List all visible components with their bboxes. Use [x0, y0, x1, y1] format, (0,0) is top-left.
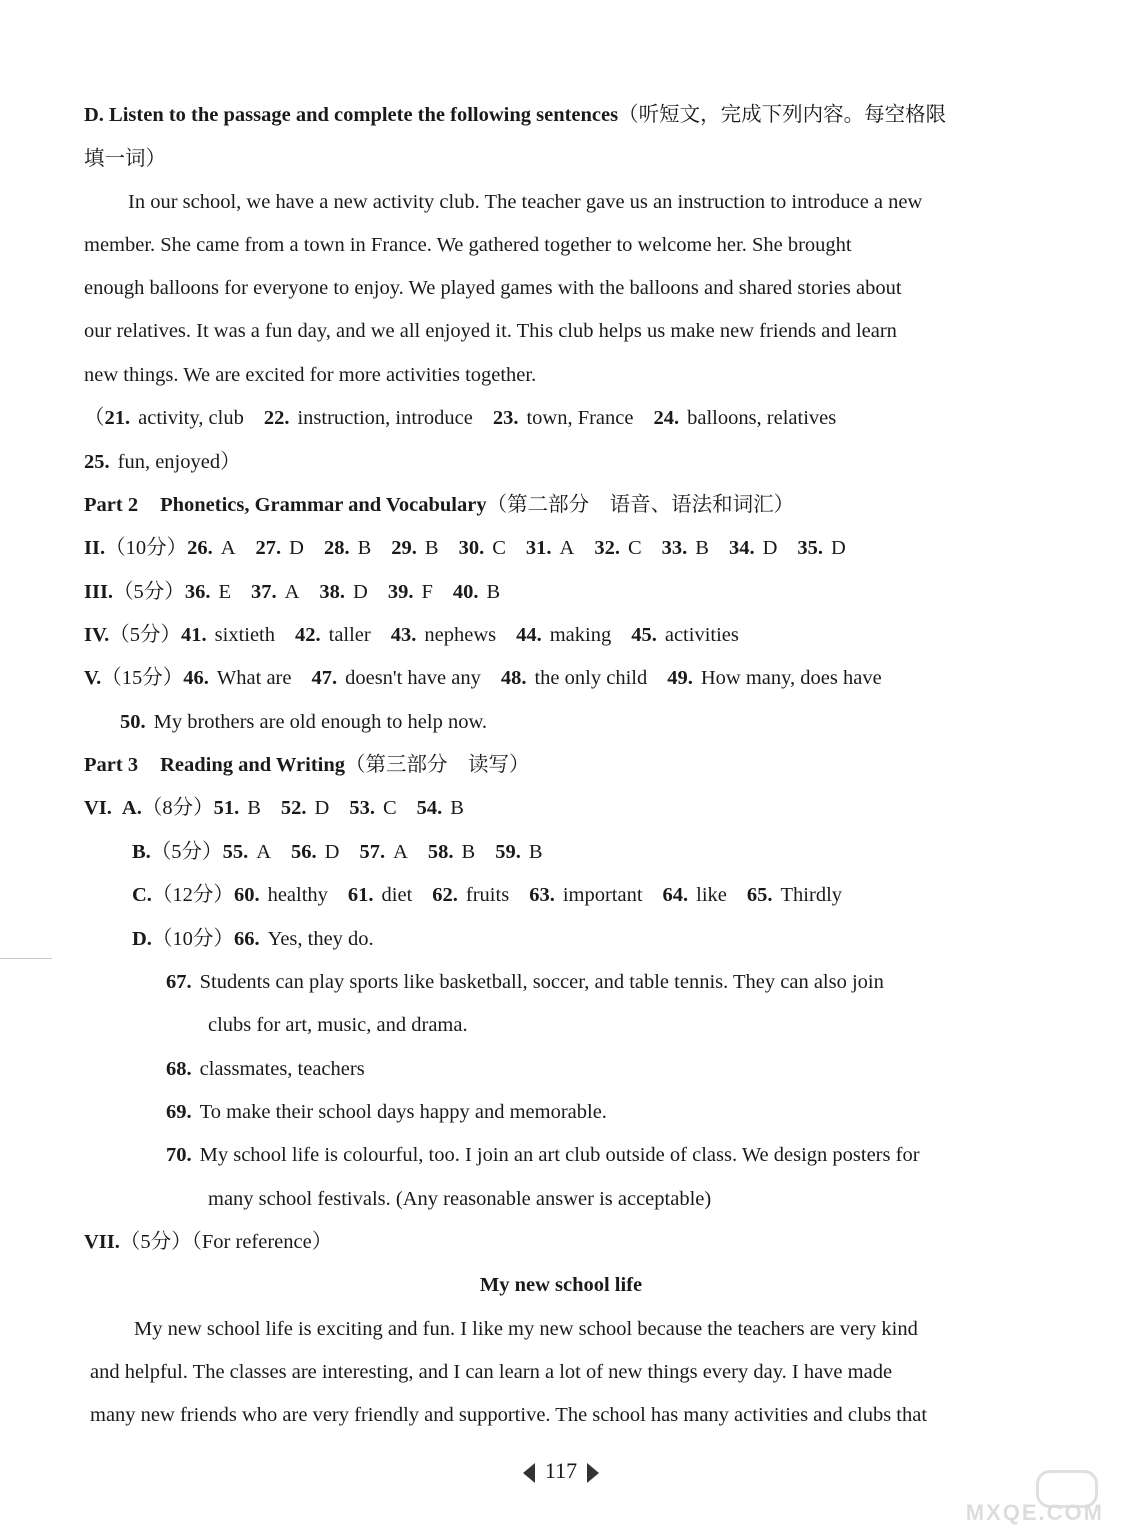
- section-v: [84, 665, 882, 691]
- answer-text: Yes, they do.: [267, 928, 374, 950]
- section-d-heading-cn-cont: 填一词）: [84, 148, 166, 170]
- answer-number: 49.: [667, 667, 693, 689]
- answer-70-cont: many school festivals. (Any reasonable answer is acceptable): [208, 1188, 712, 1210]
- answer-number: 43.: [390, 624, 417, 646]
- watermark: [942, 1468, 1112, 1532]
- sub-label: A.: [121, 797, 142, 819]
- answer-number: 36.: [184, 581, 211, 603]
- section-ii: [84, 535, 846, 561]
- sub-label: D.: [132, 928, 152, 950]
- answer-70: [166, 1142, 920, 1168]
- answer-text: B: [247, 797, 261, 819]
- answer-number: 44.: [516, 624, 542, 646]
- answer-number: 41.: [181, 624, 207, 646]
- answer-text: A: [393, 841, 408, 863]
- passage-line: new things. We are excited for more activities together.: [84, 364, 537, 386]
- answers-21-24: [84, 405, 836, 431]
- answer-text: E: [218, 581, 231, 603]
- reference-note: （For reference）: [191, 1231, 333, 1253]
- part-title-cn: （第三部分 读写）: [345, 754, 530, 776]
- essay-line: and helpful. The classes are interesting, and I can learn a lot of new things every day. I have made: [90, 1361, 893, 1383]
- answer-number: 23.: [492, 407, 519, 429]
- answer-text: the only child: [534, 667, 648, 689]
- answer-number: 35.: [797, 537, 824, 559]
- answer-25: [84, 449, 241, 475]
- answer-number: 65.: [746, 884, 773, 906]
- answer-text: nephews: [424, 624, 497, 646]
- answer-number: 55.: [222, 841, 249, 863]
- score: （10分）: [151, 928, 234, 950]
- score: （5分）: [109, 624, 182, 646]
- score: （10分）: [105, 537, 188, 559]
- answer-number: 26.: [187, 537, 213, 559]
- answer-number: 42.: [295, 624, 321, 646]
- answer-number: 54.: [416, 797, 443, 819]
- part-title-cn: （第二部分 语音、语法和词汇）: [486, 494, 795, 516]
- roman-numeral: VII.: [84, 1231, 120, 1253]
- score: （5分）: [113, 581, 185, 603]
- answer-text: B: [424, 537, 439, 559]
- answer-number: 47.: [311, 667, 338, 689]
- passage-line: our relatives. It was a fun day, and we all enjoyed it. This club helps us make new friends and learn: [84, 320, 897, 342]
- answer-text: A: [284, 581, 300, 603]
- answer-number: 53.: [349, 797, 375, 819]
- answer-text: D: [831, 537, 846, 559]
- essay-line: My new school life is exciting and fun. I like my new school because the teachers are very kind: [134, 1318, 918, 1340]
- answer-number: 29.: [391, 537, 417, 559]
- answer-text: B: [695, 537, 709, 559]
- answer-text: F: [421, 581, 433, 603]
- answer-text: A: [220, 537, 236, 559]
- section-iv: [84, 622, 739, 648]
- answer-50: [120, 709, 487, 735]
- margin-mark: [0, 958, 52, 959]
- answer-number: 24.: [653, 407, 680, 429]
- roman-numeral: V.: [84, 667, 102, 689]
- answer-text: C: [382, 797, 397, 819]
- answer-number: 61.: [347, 884, 374, 906]
- answer-text: D: [353, 581, 368, 603]
- answer-number: 40.: [452, 581, 479, 603]
- answer-number: 38.: [319, 581, 346, 603]
- answer-text: important: [562, 884, 643, 906]
- answer-text: B: [528, 841, 543, 863]
- answer-text: How many, does have: [700, 667, 882, 689]
- answer-number: 63.: [529, 884, 555, 906]
- section-vii: [84, 1229, 332, 1255]
- answer-text: C: [627, 537, 642, 559]
- part-title: Reading and Writing: [160, 754, 346, 776]
- page-number-text: 117: [544, 1458, 578, 1483]
- answer-number: 45.: [631, 624, 657, 646]
- answer-number: 52.: [280, 797, 307, 819]
- answer-number: 48.: [500, 667, 527, 689]
- answer-text: activity, club: [138, 407, 244, 429]
- answer-69: [166, 1099, 607, 1125]
- answer-text: D: [289, 537, 304, 559]
- answer-number: 69.: [166, 1101, 192, 1123]
- passage-line: enough balloons for everyone to enjoy. We played games with the balloons and shared stories about: [84, 277, 902, 299]
- watermark-text: MXQE.COM: [965, 1500, 1104, 1525]
- answer-text: A: [256, 841, 271, 863]
- part-label: Part 3: [84, 754, 139, 776]
- answer-text: A: [559, 537, 575, 559]
- answer-text: C: [492, 537, 506, 559]
- score: （12分）: [151, 884, 234, 906]
- essay-title: My new school life: [479, 1274, 643, 1296]
- next-triangle-icon: [587, 1463, 599, 1483]
- section-iii: [84, 579, 500, 605]
- answer-number: 66.: [233, 928, 260, 950]
- passage-line: member. She came from a town in France. We gathered together to welcome her. She brought: [84, 234, 852, 256]
- answer-67: [166, 969, 884, 995]
- answer-text: D: [762, 537, 778, 559]
- answer-68: [166, 1056, 365, 1082]
- section-vi-b: [132, 839, 543, 865]
- answer-text: fun, enjoyed）: [117, 451, 241, 473]
- answer-text: town, France: [526, 407, 634, 429]
- answer-text: taller: [328, 624, 371, 646]
- answer-text: What are: [216, 667, 292, 689]
- answer-number: 31.: [525, 537, 552, 559]
- part-title: Phonetics, Grammar and Vocabulary: [160, 494, 487, 516]
- answer-number: 68.: [166, 1058, 192, 1080]
- answer-number: 22.: [263, 407, 290, 429]
- answer-text: B: [486, 581, 501, 603]
- answer-number: 37.: [250, 581, 277, 603]
- answer-number: 59.: [495, 841, 521, 863]
- answer-number: 50.: [120, 711, 146, 733]
- roman-numeral: II.: [84, 537, 106, 559]
- section-vi-c: [132, 882, 842, 908]
- answer-text: B: [450, 797, 464, 819]
- answer-text: D: [324, 841, 340, 863]
- section-vi-d: [132, 926, 374, 952]
- section-d-heading-en: D. Listen to the passage and complete the following sentences: [84, 104, 619, 126]
- answer-number: 25.: [84, 451, 110, 473]
- answer-67-cont: clubs for art, music, and drama.: [208, 1014, 468, 1036]
- answer-number: 64.: [662, 884, 689, 906]
- answer-text: doesn't have any: [345, 667, 481, 689]
- roman-numeral: III.: [84, 581, 114, 603]
- answer-number: 34.: [728, 537, 755, 559]
- answer-number: 58.: [427, 841, 454, 863]
- answer-text: like: [696, 884, 727, 906]
- answer-text: Students can play sports like basketball, soccer, and table tennis. They can also join: [199, 971, 884, 993]
- answer-text: B: [357, 537, 372, 559]
- answer-number: 60.: [233, 884, 260, 906]
- answer-text: My brothers are old enough to help now.: [153, 711, 488, 733]
- answer-number: 39.: [387, 581, 414, 603]
- answer-number: 33.: [661, 537, 688, 559]
- answer-number: 27.: [255, 537, 282, 559]
- answer-text: My school life is colourful, too. I join an art club outside of class. We design posters for: [199, 1144, 920, 1166]
- roman-numeral: IV.: [84, 624, 110, 646]
- answer-number: 28.: [323, 537, 350, 559]
- answer-number: 62.: [432, 884, 458, 906]
- roman-numeral: VI.: [84, 797, 112, 819]
- answer-text: Thirdly: [780, 884, 843, 906]
- answer-number: 57.: [359, 841, 386, 863]
- answer-number: 70.: [166, 1144, 192, 1166]
- answer-text: diet: [381, 884, 413, 906]
- section-d-heading: [84, 102, 946, 128]
- answer-number: 67.: [166, 971, 192, 993]
- prev-triangle-icon: [523, 1463, 535, 1483]
- answer-number: 30.: [458, 537, 485, 559]
- answer-number: 51.: [213, 797, 240, 819]
- answer-text: B: [461, 841, 476, 863]
- section-vi-a: [84, 795, 464, 821]
- answer-number: 32.: [594, 537, 620, 559]
- answer-text: instruction, introduce: [297, 407, 473, 429]
- score: （5分）: [150, 841, 223, 863]
- score: （15分）: [101, 667, 184, 689]
- essay-line: many new friends who are very friendly and supportive. The school has many activities and clubs that: [90, 1404, 928, 1426]
- open-paren: （: [84, 407, 105, 429]
- answer-text: D: [314, 797, 330, 819]
- answer-text: making: [549, 624, 612, 646]
- answer-text: sixtieth: [214, 624, 275, 646]
- answer-text: classmates, teachers: [199, 1058, 365, 1080]
- sub-label: B.: [132, 841, 151, 863]
- answer-number: 21.: [104, 407, 131, 429]
- answer-text: balloons, relatives: [687, 407, 837, 429]
- sub-label: C.: [132, 884, 152, 906]
- score: （8分）: [141, 797, 214, 819]
- answer-text: activities: [664, 624, 739, 646]
- part2-heading: [84, 492, 794, 518]
- section-d-heading-cn: （听短文，完成下列内容。每空格限: [618, 104, 947, 126]
- answer-text: To make their school days happy and memorable.: [199, 1101, 607, 1123]
- passage-line: In our school, we have a new activity club. The teacher gave us an instruction to introduce a new: [128, 191, 923, 213]
- answer-number: 56.: [291, 841, 317, 863]
- part3-heading: [84, 752, 530, 778]
- part-label: Part 2: [84, 494, 139, 516]
- answer-text: healthy: [267, 884, 328, 906]
- answer-number: 46.: [183, 667, 209, 689]
- answer-text: fruits: [465, 884, 510, 906]
- score: （5分）: [119, 1231, 192, 1253]
